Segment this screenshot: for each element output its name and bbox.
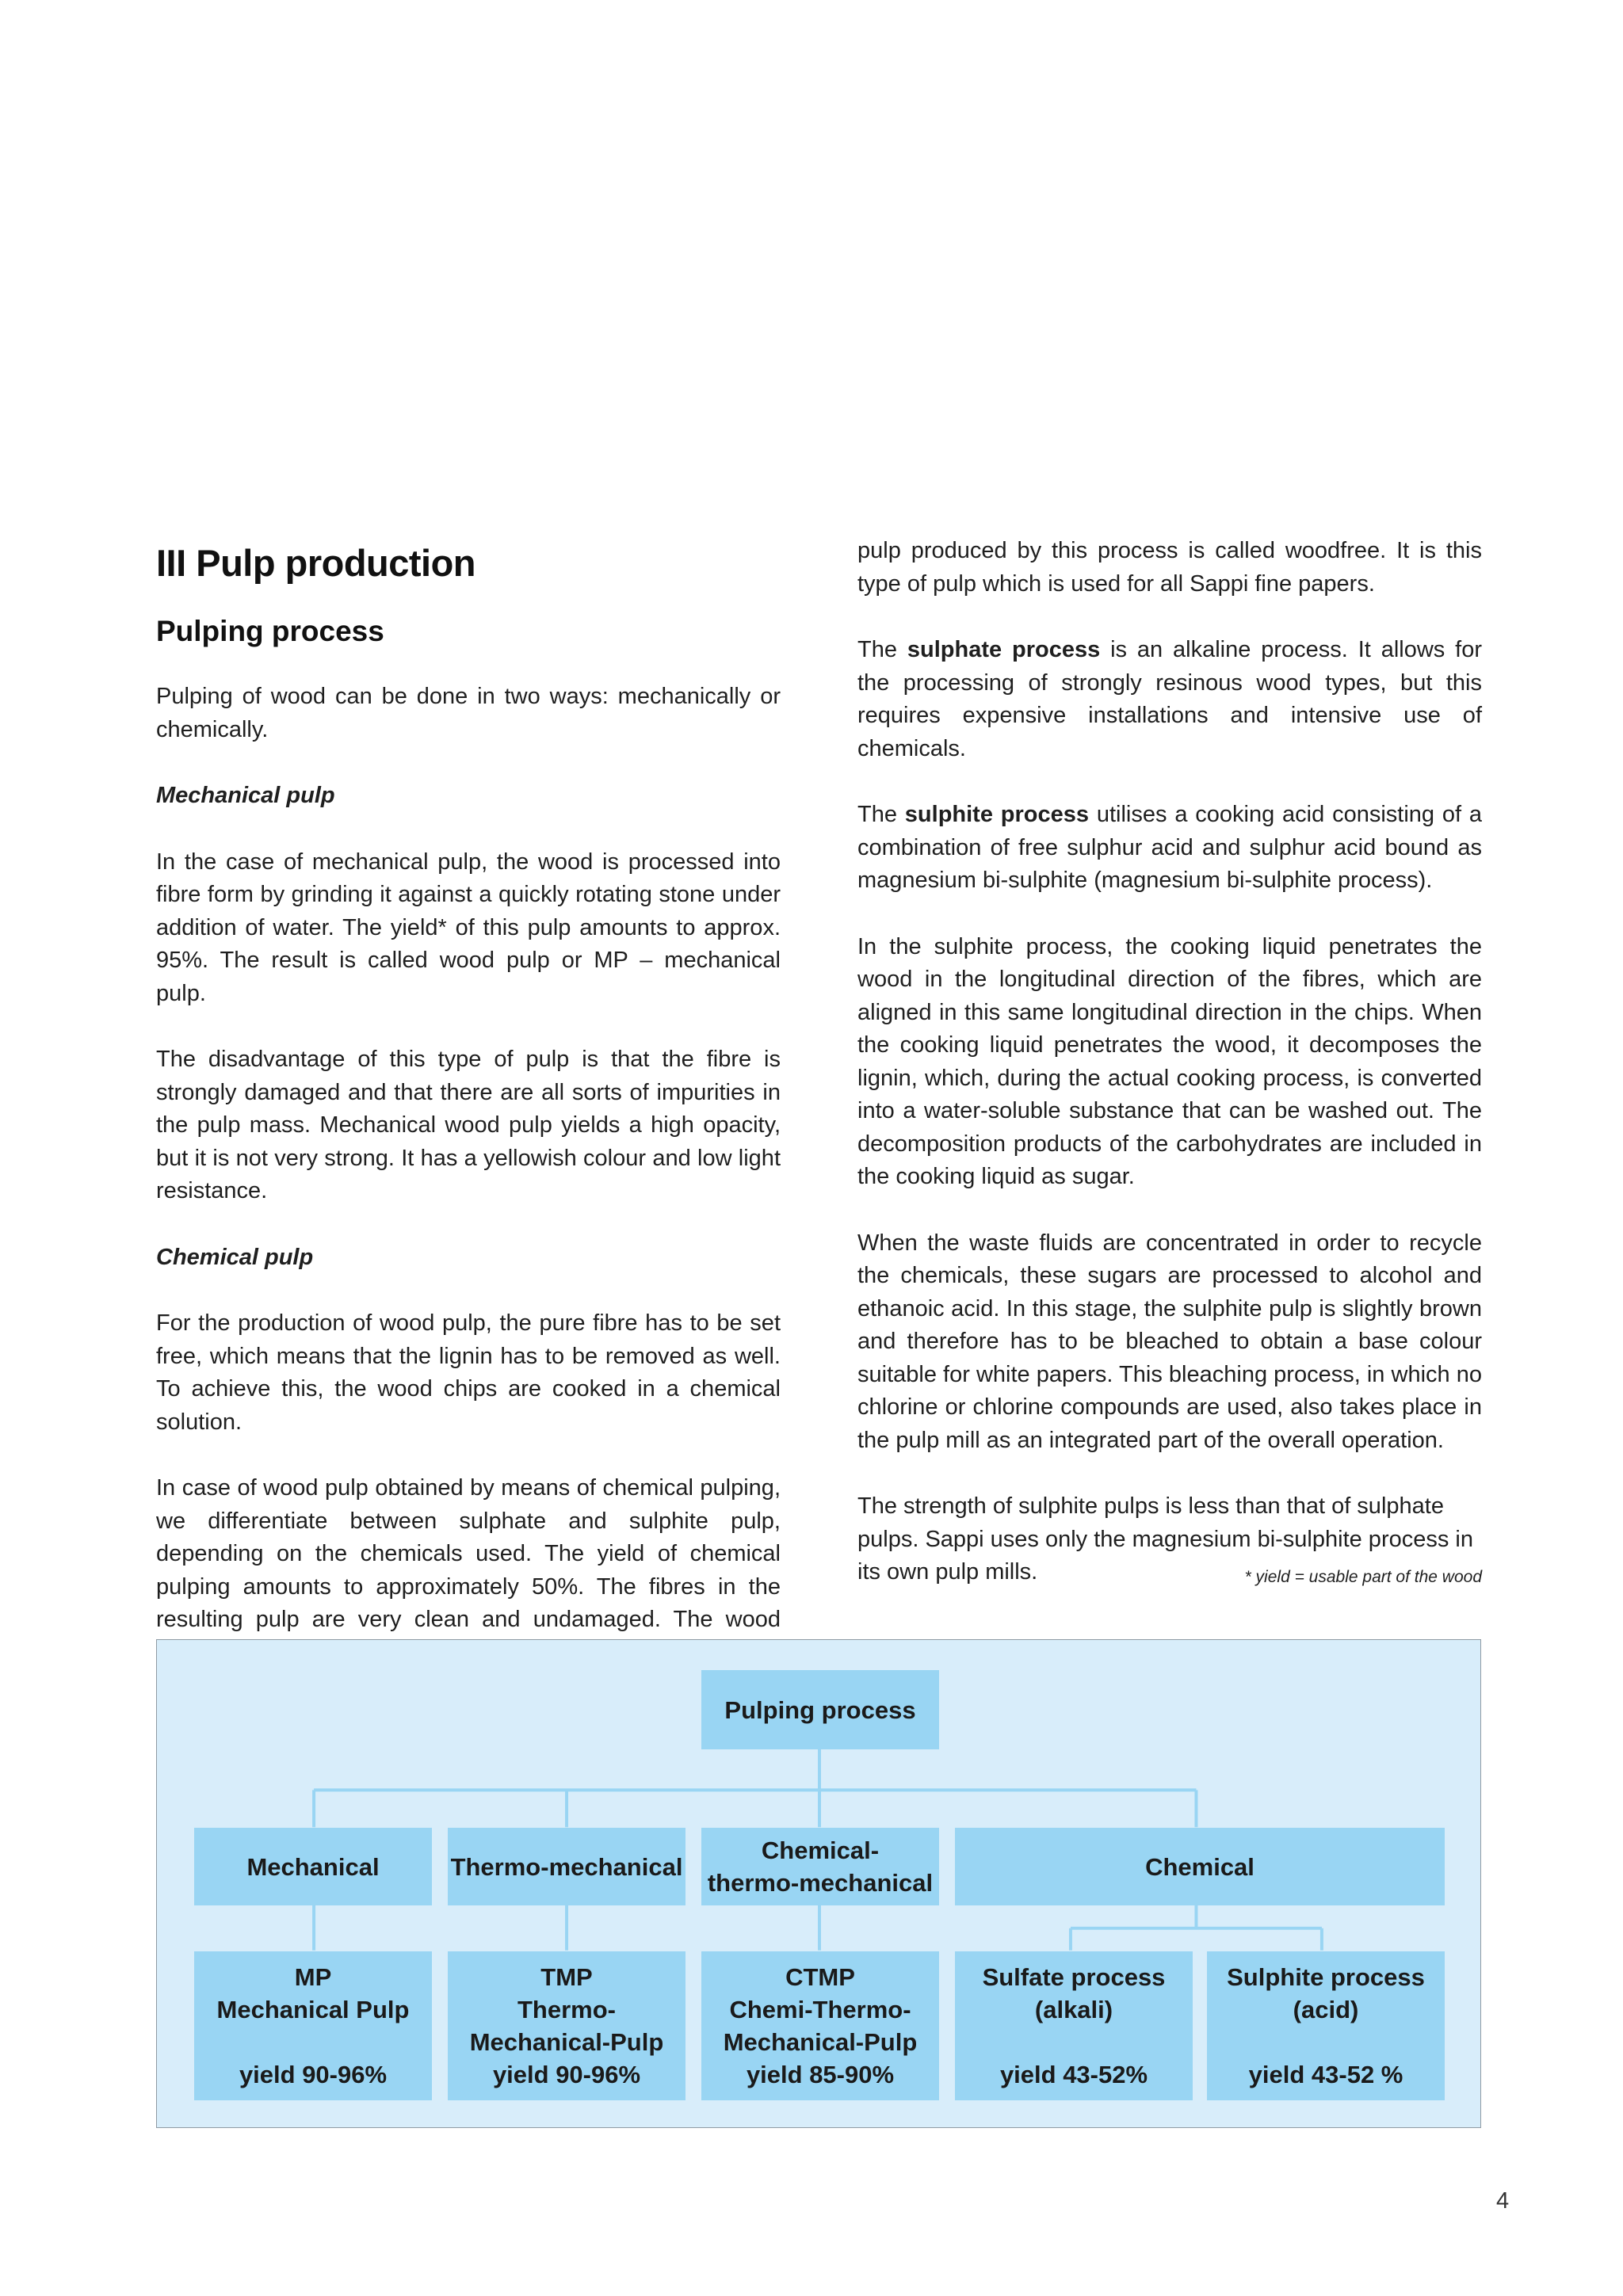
mp-label-2: Mechanical Pulp — [216, 1996, 410, 2023]
chemical-label: Chemical — [1145, 1852, 1254, 1881]
ctmp-label-1: CTMP — [785, 1963, 855, 1991]
sulfate-yield: yield 43-52% — [999, 2061, 1148, 2088]
ctmp-box — [701, 1951, 939, 2100]
left-column — [156, 535, 781, 1637]
chemical-paragraph-2: In case of wood pulp obtained by means of chemical pulping, we differentiate between sulphate and sulphite pulp, depending on the chemicals used. The yield of chemical pulping amounts to approximately 50%. The fibres in the resulting pulp are very clean and undamaged. The wood — [156, 1475, 781, 1633]
chemical-pulp-heading: Chemical pulp — [156, 1244, 314, 1270]
strength-text: The strength of sulphite pulps is less than that of sulphate pulps. Sappi uses only the magnesium bi-sulphite process in its own pulp mills. — [857, 1493, 1473, 1585]
waste-fluids-paragraph: When the waste fluids are concentrated in order to recycle the chemicals, these sugars are processed to alcohol and ethanoic acid. In this stage, the sulphite pulp is slightly brown and therefore has to be bleached to obtain a base colour suitable for white papers. This bleaching process, in which no chlorine or chlorine compounds are used, also takes place in the pulp mill as an integrated part of the overall operation. — [857, 1230, 1482, 1453]
thermo-mechanical-label: Thermo-mechanical — [450, 1852, 683, 1881]
subtitle: Pulping process — [156, 614, 384, 647]
intro-paragraph: Pulping of wood can be done in two ways: mechanically or chemically. — [156, 684, 781, 742]
sulphate-paragraph — [857, 634, 1482, 765]
thermo-mechanical-box — [448, 1828, 685, 1905]
sulphite-yield: yield 43-52 % — [1248, 2061, 1403, 2088]
sulphate-text: is an alkaline process. It allows for the processing of strongly resinous wood types, but this requires expensive installations and intensive use of chemicals. — [857, 637, 1483, 761]
ctmp-label-3: Mechanical-Pulp — [723, 2028, 918, 2056]
sulfate-label-2: (alkali) — [1034, 1996, 1113, 2023]
chemical-box — [955, 1828, 1445, 1905]
sulfate-box — [955, 1951, 1193, 2100]
tmp-box — [448, 1951, 685, 2100]
ctmp-yield: yield 85-90% — [746, 2061, 895, 2088]
mechanical-label: Mechanical — [246, 1852, 380, 1881]
page-number: 4 — [1496, 2188, 1510, 2214]
chemi-thermo-label-1: Chemical- — [761, 1836, 880, 1864]
tmp-label-2: Thermo- — [517, 1996, 616, 2023]
mechanical-box — [194, 1828, 432, 1905]
sulphite-text: utilises a cooking acid consisting of a combination of free sulphur acid and sulphur acid bound as magnesium bi-sulphite (magnesium bi-sulphite process). — [857, 802, 1482, 893]
mechanical-pulp-heading: Mechanical pulp — [156, 783, 335, 809]
chemi-thermo-label-2: thermo-mechanical — [707, 1869, 934, 1897]
mp-label-1: MP — [294, 1963, 332, 1991]
mp-box — [194, 1951, 432, 2100]
cooking-liquid-paragraph: In the sulphite process, the cooking liquid penetrates the wood in the longitudinal direction of the fibres, which are aligned in this same longitudinal direction in the chips. When the cooking liquid penetrates the wood, it decomposes the lignin, which, during the actual cooking process, is converted into a water-soluble substance that can be washed out. The decomposition products of the carbohydrates are included in the cooking liquid as sugar. — [857, 933, 1482, 1189]
pulping-process-diagram — [156, 1639, 1481, 2128]
mechanical-paragraph-1: In the case of mechanical pulp, the wood is processed into fibre form by grinding it against a quickly rotating stone under addition of water. The yield* of this pulp amounts to approx. 95%. The result is called wood pulp or MP – mechanical pulp. — [156, 849, 781, 1006]
sulphite-term: sulphite process — [904, 802, 1090, 827]
tmp-label-1: TMP — [540, 1963, 593, 1991]
strength-paragraph — [857, 1490, 1482, 1589]
tmp-yield: yield 90-96% — [492, 2061, 641, 2088]
chemical-paragraph-1: For the production of wood pulp, the pure fibre has to be set free, which means that the lignin has to be removed as well. To achieve this, the wood chips are cooked in a chemical solution. — [156, 1310, 781, 1435]
root-label: Pulping process — [724, 1695, 916, 1724]
chemi-thermo-box — [701, 1828, 939, 1905]
ctmp-label-2: Chemi-Thermo- — [729, 1996, 911, 2023]
yield-footnote: * yield = usable part of the wood — [1244, 1568, 1482, 1586]
woodfree-paragraph: pulp produced by this process is called woodfree. It is this type of pulp which is used for all Sappi fine papers. — [857, 538, 1482, 597]
sulphate-intro: The — [857, 637, 907, 662]
sulphite-paragraph — [857, 799, 1482, 898]
sulphate-term: sulphate process — [907, 637, 1101, 662]
sulphite-label-1: Sulphite process — [1227, 1963, 1425, 1991]
root-box — [701, 1670, 939, 1749]
sulphite-label-2: (acid) — [1293, 1996, 1359, 2023]
sulphite-box — [1207, 1951, 1445, 2100]
tmp-label-3: Mechanical-Pulp — [469, 2028, 664, 2056]
sulfate-label-1: Sulfate process — [982, 1963, 1166, 1991]
sulphite-intro: The — [857, 802, 905, 827]
right-column — [857, 535, 1482, 1594]
section-title: III Pulp production — [156, 542, 476, 584]
mp-yield: yield 90-96% — [239, 2061, 388, 2088]
mechanical-paragraph-2: The disadvantage of this type of pulp is that the fibre is strongly damaged and that there are all sorts of impurities in the pulp mass. Mechanical wood pulp yields a high opacity, but it is not very strong. It has a yellowish colour and low light resistance. — [156, 1047, 781, 1204]
